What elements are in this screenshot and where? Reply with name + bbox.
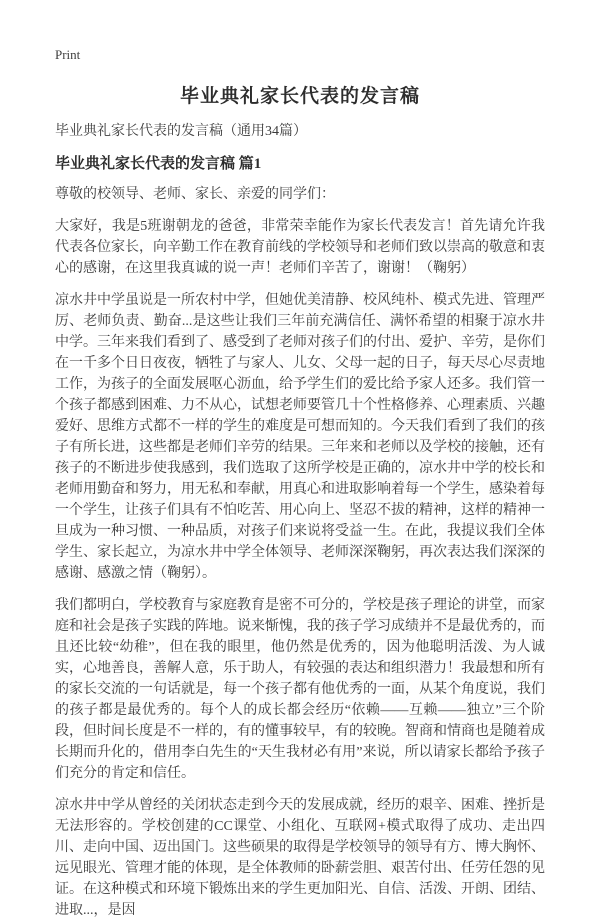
paragraph-introduction: 大家好，我是5班谢朝龙的爸爸，非常荣幸能作为家长代表发言！首先请允许我代表各位家长，向辛勤工作在教育前线的学校领导和老师们致以崇高的敬意和衷心的感谢，在这里我真诚的说一声！老师们辛苦了，谢谢！（鞠躬） (55, 219, 545, 276)
paragraph-family-education: 我们都明白，学校教育与家庭教育是密不可分的，学校是孩子理论的讲堂，而家庭和社会是孩子实践的阵地。说来惭愧，我的孩子学习成绩并不是最优秀的，而且还比较“幼稚”，但在我的眼里，他仍然是优秀的，因为他聪明活泼、为人诚实，心地善良，善解人意，乐于助人，有较强的表达和组织潜力！我最想和所有的家长交流的一句话就是，每一个孩子都有他优秀的一面，从某个角度说，我们的孩子都是最优秀的。每个人的成长都会经历“依赖——互赖——独立”三个阶段，但时间长度是不一样的，有的懂事较早，有的较晚。智商和情商也是随着成长期而升化的，借用李白先生的“天生我材必有用”来说，所以请家长都给予孩子们充分的肯定和信任。 (55, 598, 545, 781)
paragraph-school-praise: 凉水井中学虽说是一所农村中学，但她优美清静、校风纯朴、模式先进、管理严厉、老师负责、勤奋...是这些让我们三年前充满信任、满怀希望的相聚于凉水井中学。三年来我们看到了、感受到了老师对孩子们的付出、爱护、辛劳，是你们在一千多个日日夜夜，牺牲了与家人、儿女、父母一起的日子，每天尽心尽责地工作，为孩子的全面发展呕心沥血，给予学生们的爱比给予家人还多。我们管一个孩子都感到困难、力不从心，试想老师要管几十个性格修养、心理素质、兴趣爱好、思维方式都不一样的学生的难度是可想而知的。今天我们看到了我们的孩子有所长进，这些都是老师们辛劳的结果。三年来和老师以及学校的接触，还有孩子的不断进步使我感到，我们选取了这所学校是正确的，凉水井中学的校长和老师用勤奋和努力，用无私和奉献，用真心和进取影响着每一个学生，感染着每一个学生，让孩子们具有不怕吃苦、用心向上、坚忍不拔的精神，这样的精神一旦成为一种习惯、一种品质，对孩子们来说将受益一生。在此，我提议我们全体学生、家长起立，为凉水井中学全体领导、老师深深鞠躬，再次表达我们深深的感谢、感激之情（鞠躬）。 (55, 293, 545, 581)
paragraph-salutation: 尊敬的校领导、老师、家长、亲爱的同学们： (55, 187, 335, 202)
print-button[interactable]: Print (55, 47, 81, 62)
page-title: 毕业典礼家长代表的发言稿 (179, 86, 420, 107)
paragraph-school-achievements: 凉水井中学从曾经的关闭状态走到今天的发展成就，经历的艰辛、困难、挫折是无法形容的。学校创建的CC课堂、小组化、互联网+模式取得了成功、走出四川、走向中国、迈出国门。这些硕果的取得是学校领导的领导有方、博大胸怀、远见眼光、管理才能的体现，是全体教师的卧薪尝胆、艰苦付出、任劳任怨的见证。在这种模式和环境下锻炼出来的学生更加阳光、自信、活泼、开朗、团结、进取...，是因 (55, 798, 545, 918)
section-heading-part1: 毕业典礼家长代表的发言稿 篇1 (55, 156, 262, 172)
document-subtitle: 毕业典礼家长代表的发言稿（通用34篇） (55, 124, 307, 139)
